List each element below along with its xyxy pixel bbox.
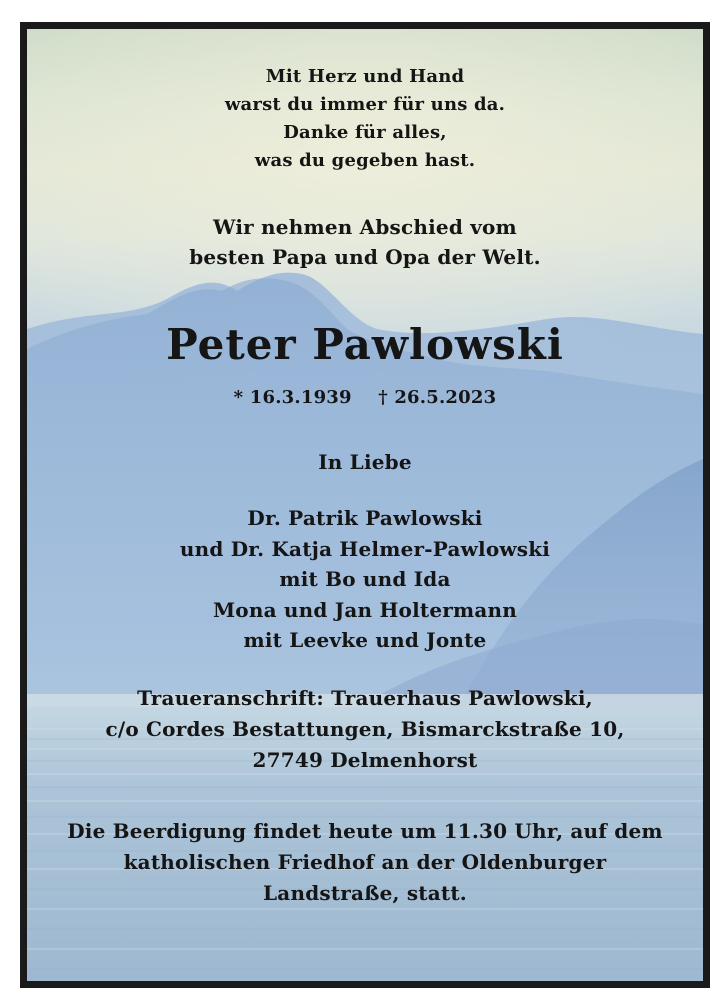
deceased-name-text: Peter Pawlowski [166,320,564,369]
address-line: c/o Cordes Bestattungen, Bismarckstraße 10, [105,717,625,741]
mourners-list [27,503,703,656]
deceased-name [27,316,703,374]
mourner-line: mit Leevke und Jonte [243,628,487,652]
farewell-text [27,212,703,272]
funeral-line: katholischen Friedhof an der Oldenburger [123,850,607,874]
mourner-line: Dr. Patrik Pawlowski [247,506,483,530]
funeral-line: Die Beerdigung findet heute um 11.30 Uhr, auf dem [67,819,663,843]
memorial-quote [27,63,703,175]
mourner-line: und Dr. Katja Helmer-Pawlowski [179,536,551,561]
quote-line: warst du immer für uns da. [224,94,506,115]
in-love-line: In Liebe [318,450,412,474]
farewell-line: besten Papa und Opa der Welt. [189,245,541,269]
life-dates [27,384,703,412]
farewell-line: Wir nehmen Abschied vom [213,215,517,239]
quote-line: was du gegeben hast. [254,150,476,171]
in-love-text [27,447,703,477]
mourner-line: Mona und Jan Holtermann [212,597,518,622]
quote-line: Danke für alles, [283,122,447,143]
funeral-notice [27,816,703,909]
mourner-line: mit Bo und Ida [279,567,451,591]
death-date: † 26.5.2023 [378,387,497,408]
mourning-address [27,683,703,776]
address-line: 27749 Delmenhorst [252,748,478,772]
funeral-line: Landstraße, statt. [263,881,467,905]
birth-date: * 16.3.1939 [233,387,352,408]
obituary-frame [20,22,710,988]
address-line: Traueranschrift: Trauerhaus Pawlowski, [137,686,593,710]
quote-line: Mit Herz und Hand [265,66,465,87]
